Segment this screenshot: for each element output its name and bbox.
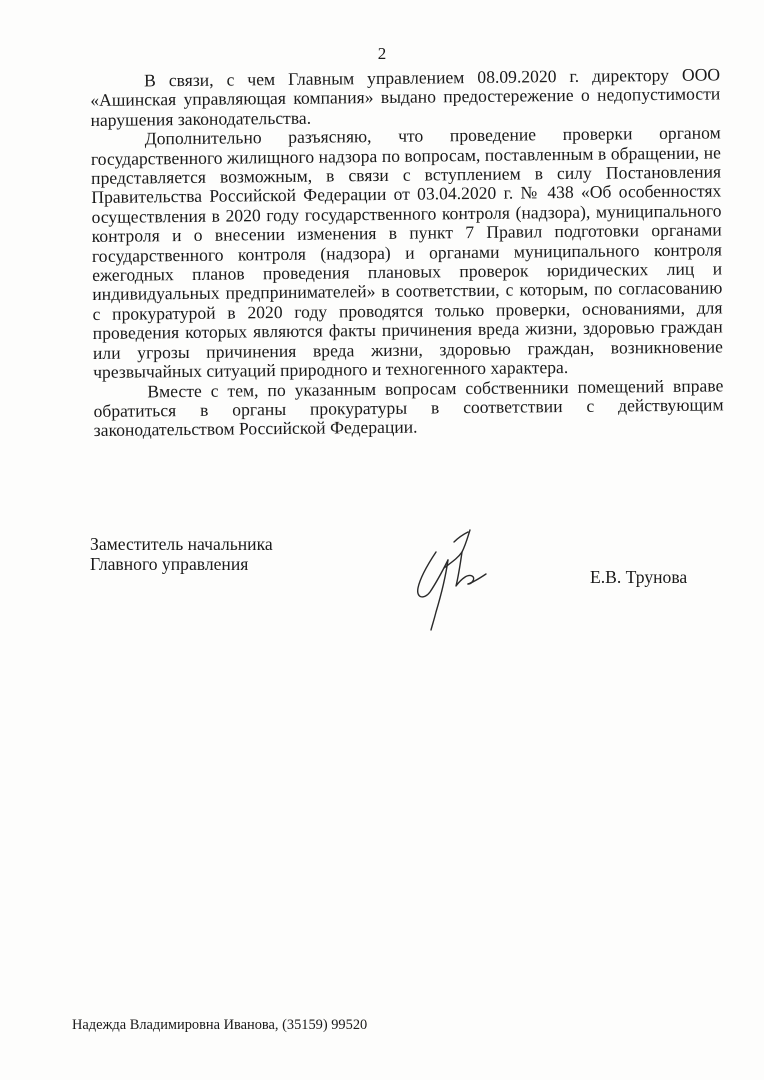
paragraph-prosecutor-recommendation: Вместе с тем, по указанным вопросам собственники помещений вправе обратиться в органы прокуратуры в соответствии с действующим законодательством Российской Федерации. (93, 374, 724, 441)
letter-body (90, 65, 724, 440)
signature-block (90, 534, 730, 644)
signer-name: Е.В. Трунова (590, 567, 688, 587)
paragraph-warning-issued: В связи, с чем Главным управлением 08.09.2020 г. директору ООО «Ашинская управляющая компания» выдано предостережение о недопустимости нарушения законодательства. (90, 64, 721, 130)
signer-position (90, 534, 350, 574)
executor-contact: Надежда Владимировна Иванова, (35159) 99520 (72, 1017, 368, 1033)
signer-position-line-1: Заместитель начальника (90, 534, 273, 554)
handwritten-signature-icon (398, 512, 508, 632)
page-number: 2 (377, 44, 387, 63)
signer-position-line-2: Главного управления (90, 554, 249, 574)
paragraph-inspection-explanation: Дополнительно разъясняю, что проведение проверки органом государственного жилищного надзора по вопросам, поставленным в обращении, не представляется возможным, в связи с вступлением в силу Постановления Правительства Российской Федерации от 03.04.2020 г. № 438 «Об особенностях осуществления в 2020 году государственного контроля (надзора), муниципального контроля и о внесении изменения в пункт 7 Правил подготовки органами государственного контроля (надзора) и органами муниципального контроля ежегодных планов проведения плановых проверок юридических лиц и индивидуальных предпринимателей» в соответствии, с которым, по согласованию с прокуратурой в 2020 году проводятся только проверки, основаниями, для проведения которых являются факты причинения вреда жизни, здоровью граждан или угрозы причинения вреда жизни, здоровью граждан, возникновение чрезвычайных ситуаций природного и техногенного характера. (90, 122, 724, 383)
